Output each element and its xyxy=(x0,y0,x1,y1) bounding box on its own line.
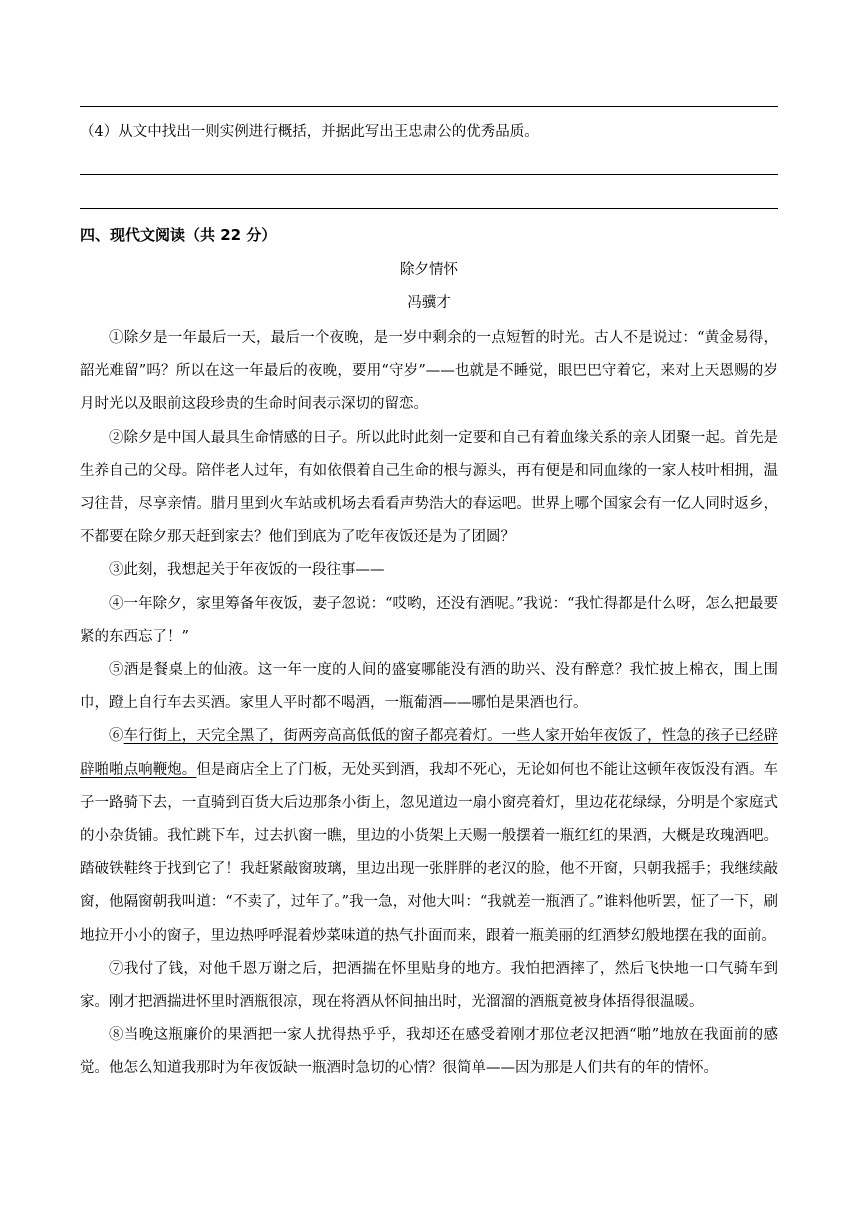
answer-line xyxy=(80,174,778,175)
paragraph-1: ①除夕是一年最后一天，最后一个夜晚，是一岁中剩余的一点短暂的时光。古人不是说过：“黄金易得，韶光难留”吗？所以在这一年最后的夜晚，要用“守岁”——也就是不睡觉，眼巴巴守着它，来对上天恩赐的岁月时光以及眼前这段珍贵的生命时间表示深切的留恋。 xyxy=(80,330,778,413)
question-4: （4）从文中找出一则实例进行概括，并据此写出王忠肃公的优秀品质。 xyxy=(80,124,539,140)
article-author: 冯骥才 xyxy=(407,295,451,311)
paragraph-6-text: 但是商店全上了门板，无处买到酒，我却不死心，无论如何也不能让这顿年夜饭没有酒。车子一路骑下去，一直骑到百货大后边那条小街上，忽见道边一扇小窗亮着灯，里边花花绿绿，分明是个家庭式的小杂货铺。我忙跳下车，过去扒窗一瞧，里边的小货架上天赐一般摆着一瓶红红的果酒，大概是玫瑰酒吧。踏破铁鞋终于找到它了！我赶紧敲窗玻璃，里边出现一张胖胖的老汉的脸，他不开窗，只朝我摇手；我继续敲窗，他隔窗朝我叫道：“不卖了，过年了。”我一急，对他大叫：“我就差一瓶酒了。”谁料他听罢，怔了一下，刷地拉开小小的窗子，里边热呼呼混着炒菜味道的热气扑面而来，跟着一瓶美丽的红酒梦幻般地摆在我的面前。 xyxy=(80,761,778,944)
article-title: 除夕情怀 xyxy=(400,262,458,278)
paragraph-4: ④一年除夕，家里筹备年夜饭，妻子忽说：“哎哟，还没有酒呢。”我说：“我忙得都是什么呀，怎么把最要紧的东西忘了！” xyxy=(80,595,778,645)
paragraph-7: ⑦我付了钱，对他千恩万谢之后，把酒揣在怀里贴身的地方。我怕把酒摔了，然后飞快地一口气骑车到家。刚才把酒揣进怀里时酒瓶很凉，现在将酒从怀间抽出时，光溜溜的酒瓶竟被身体捂得很温暖。 xyxy=(80,960,778,1011)
paragraph-8: ⑧当晚这瓶廉价的果酒把一家人扰得热乎乎，我却还在感受着刚才那位老汉把酒“啪”地放在我面前的感觉。他怎么知道我那时为年夜饭缺一瓶酒时急切的心情？很简单——因为那是人们共有的年的情怀。 xyxy=(80,1027,778,1077)
article-body xyxy=(80,322,778,1086)
paragraph-6 xyxy=(80,720,778,952)
answer-line xyxy=(80,106,778,107)
underlined-sentence: 车行街上，天完全黑了，街两旁高高低低的窗子都亮着灯。一些人家开始年夜饭了，性急的孩子已经辟辟啪啪点响鞭炮。 xyxy=(80,728,778,778)
paragraph-3: ③此刻，我想起关于年夜饭的一段往事—— xyxy=(109,562,385,579)
section-heading: 四、现代文阅读（共 22 分） xyxy=(80,226,277,244)
answer-line xyxy=(80,208,778,209)
paragraph-2: ②除夕是中国人最具生命情感的日子。所以此时此刻一定要和自己有着血缘关系的亲人团聚一起。首先是生养自己的父母。陪伴老人过年，有如依偎着自己生命的根与源头，再有便是和同血缘的一家人枝叶相拥，温习往昔，尽享亲情。腊月里到火车站或机场去看看声势浩大的春运吧。世界上哪个国家会有一亿人同时返乡，不都要在除夕那天赶到家去？他们到底为了吃年夜饭还是为了团圆？ xyxy=(80,429,778,546)
paragraph-5: ⑤酒是餐桌上的仙液。这一年一度的人间的盛宴哪能没有酒的助兴、没有醉意？我忙披上棉衣，围上围巾，蹬上自行车去买酒。家里人平时都不喝酒，一瓶葡酒——哪怕是果酒也行。 xyxy=(80,662,778,712)
paragraph-6-number: ⑥ xyxy=(109,728,124,745)
